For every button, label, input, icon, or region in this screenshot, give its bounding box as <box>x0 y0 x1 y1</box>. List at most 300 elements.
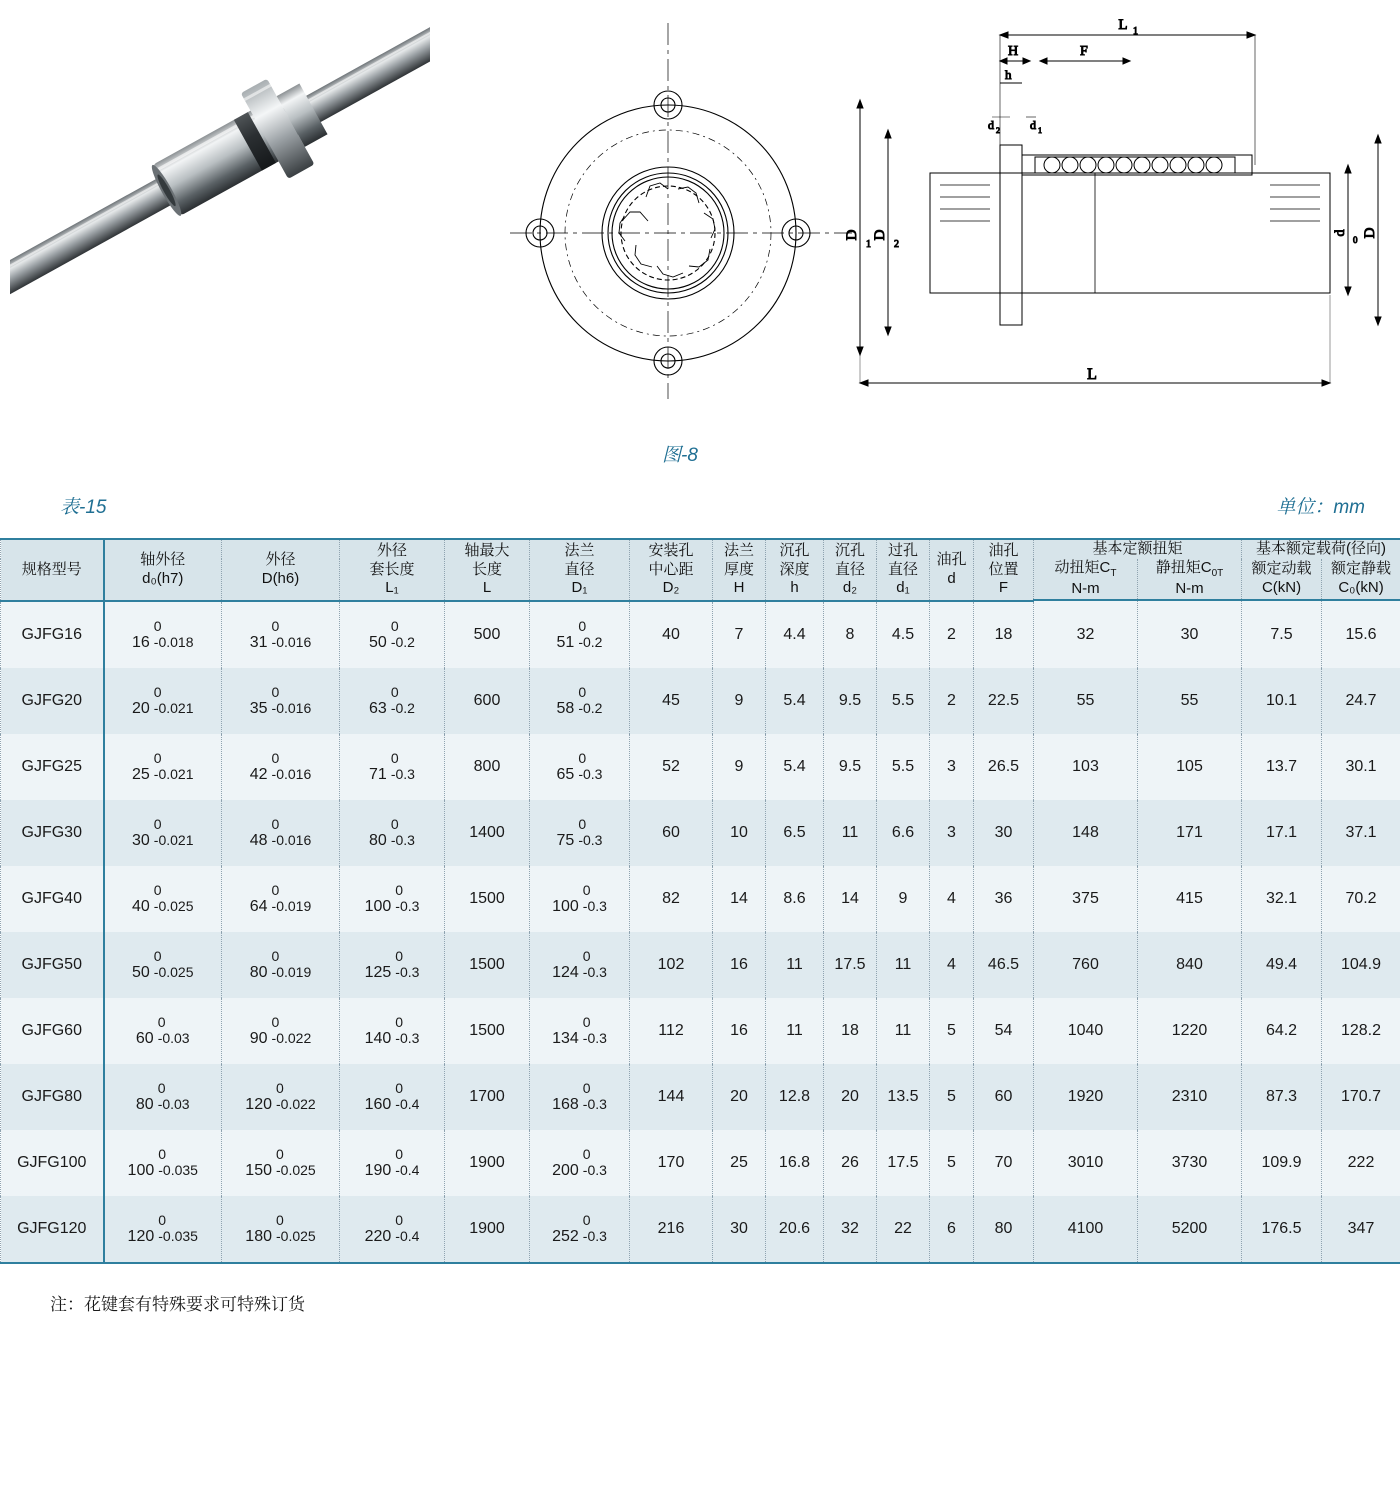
cell-D1-tolerance <box>574 618 602 650</box>
header-group-torque: 基本定额扭矩 <box>1034 539 1242 559</box>
cell-D-tol-upper: 0 <box>271 1013 280 1030</box>
cell-D1-tol-lower: -0.2 <box>578 634 603 651</box>
cell-L: 1400 <box>445 800 530 866</box>
table-row <box>1 932 1400 998</box>
cell-d0-tolerance <box>150 948 194 980</box>
cell-CT: 103 <box>1034 734 1138 800</box>
cell-H: 7 <box>713 601 766 668</box>
cell-CT: 375 <box>1034 866 1138 932</box>
cell-h: 20.6 <box>766 1196 824 1263</box>
cell-L1-tolerance <box>391 1014 419 1046</box>
cell-D-value: 64 <box>249 898 268 916</box>
cell-d0-tol-upper: 0 <box>158 1145 167 1162</box>
cell-D1-tolerance <box>579 1014 607 1046</box>
cell-d2: 9.5 <box>824 734 877 800</box>
table-meta-row <box>0 492 1400 538</box>
cell-model: GJFG100 <box>1 1130 104 1196</box>
cell-L1-tol-upper: 0 <box>395 881 404 898</box>
cell-D1-value: 134 <box>552 1030 579 1048</box>
svg-text:L: L <box>1118 17 1128 33</box>
cell-L1-tolerance <box>387 684 415 716</box>
cell-d0-value: 50 <box>132 964 150 982</box>
cell-D-value: 31 <box>249 634 268 652</box>
cell-C: 7.5 <box>1242 601 1322 668</box>
header-L1: 外径 套长度 L₁ <box>340 539 445 600</box>
cell-D-tolerance <box>272 1212 316 1244</box>
cell-d0-tol-lower: -0.018 <box>153 634 194 651</box>
cell-d1: 22 <box>877 1196 930 1263</box>
cell-D2: 102 <box>630 932 713 998</box>
cell-C0T: 3730 <box>1138 1130 1242 1196</box>
table-row <box>1 668 1400 734</box>
cell-C0T: 415 <box>1138 866 1242 932</box>
cell-D1-tolerance <box>579 882 607 914</box>
cell-D1-value: 252 <box>552 1228 579 1246</box>
cell-d2: 17.5 <box>824 932 877 998</box>
cell-d: 5 <box>930 998 974 1064</box>
cell-D1-tol-upper: 0 <box>582 1013 591 1030</box>
cell-H: 16 <box>713 998 766 1064</box>
cell-D-tolerance <box>268 882 312 914</box>
cell-L1-tol-upper: 0 <box>390 815 399 832</box>
cell-D-tol-lower: -0.016 <box>271 700 312 717</box>
cell-C0T: 105 <box>1138 734 1242 800</box>
cell-D-value: 120 <box>245 1096 272 1114</box>
cell-D-value: 180 <box>245 1228 272 1246</box>
cell-d2: 8 <box>824 601 877 668</box>
cell-d0-tol-lower: -0.025 <box>153 964 194 981</box>
cell-D1 <box>530 932 630 998</box>
svg-text:D: D <box>844 229 860 241</box>
cell-CT: 760 <box>1034 932 1138 998</box>
cell-model: GJFG20 <box>1 668 104 734</box>
cell-D-tol-lower: -0.025 <box>276 1228 316 1245</box>
header-group-load: 基本额定载荷(径向) <box>1242 539 1400 559</box>
cell-d0-tol-upper: 0 <box>153 881 162 898</box>
table-row <box>1 734 1400 800</box>
cell-F: 22.5 <box>974 668 1034 734</box>
cell-D <box>222 668 340 734</box>
cell-D1-tol-lower: -0.3 <box>578 766 603 783</box>
cell-d0-tolerance <box>150 816 194 848</box>
cell-d0 <box>104 1196 222 1263</box>
cell-H: 30 <box>713 1196 766 1263</box>
cell-L: 1900 <box>445 1196 530 1263</box>
cell-d0-value: 120 <box>127 1228 155 1246</box>
cell-L1-tol-lower: -0.2 <box>390 700 415 717</box>
cell-F: 70 <box>974 1130 1034 1196</box>
cell-D1-tolerance <box>579 1080 607 1112</box>
cell-D2: 40 <box>630 601 713 668</box>
cell-L1-tol-upper: 0 <box>395 1145 404 1162</box>
cell-d0-value: 60 <box>135 1030 154 1048</box>
cell-C0: 347 <box>1322 1196 1400 1263</box>
cell-C: 176.5 <box>1242 1196 1322 1263</box>
table-row <box>1 800 1400 866</box>
cell-D <box>222 800 340 866</box>
cell-D-tolerance <box>268 684 312 716</box>
header-C0T: 静扭矩$C_{0T}$ N-m <box>1138 559 1242 600</box>
cell-L1-tol-upper: 0 <box>390 617 399 634</box>
cell-D-value: 90 <box>249 1030 268 1048</box>
header-model: 规格型号 <box>1 539 104 600</box>
cell-D-tolerance <box>268 618 312 650</box>
cell-D <box>222 1196 340 1263</box>
cell-C0: 104.9 <box>1322 932 1400 998</box>
cell-C0T: 5200 <box>1138 1196 1242 1263</box>
cell-C0T: 1220 <box>1138 998 1242 1064</box>
cell-CT: 148 <box>1034 800 1138 866</box>
cell-D1-tol-upper: 0 <box>582 1211 591 1228</box>
cell-D-tol-lower: -0.016 <box>271 832 312 849</box>
cell-D-tolerance <box>268 816 312 848</box>
cell-D-tol-upper: 0 <box>276 1145 284 1162</box>
cell-d0-tol-lower: -0.021 <box>153 832 194 849</box>
cell-L1-tolerance <box>387 816 415 848</box>
cell-C: 49.4 <box>1242 932 1322 998</box>
table-row <box>1 866 1400 932</box>
cell-d2: 11 <box>824 800 877 866</box>
cell-d0-tolerance <box>150 882 194 914</box>
cell-L1-value: 125 <box>364 964 392 982</box>
cell-D-value: 35 <box>249 700 268 718</box>
cell-C0T: 55 <box>1138 668 1242 734</box>
cell-C: 17.1 <box>1242 800 1322 866</box>
cell-d2: 20 <box>824 1064 877 1130</box>
cell-D-tol-upper: 0 <box>271 617 280 634</box>
cell-L1-tol-lower: -0.3 <box>390 766 415 783</box>
cell-D-value: 80 <box>249 964 268 982</box>
svg-text:1: 1 <box>1133 26 1138 37</box>
cell-L1-tolerance <box>391 948 419 980</box>
cell-D1-tol-lower: -0.3 <box>582 964 607 981</box>
cell-D2: 144 <box>630 1064 713 1130</box>
cell-d0-tol-lower: -0.03 <box>157 1030 190 1047</box>
cell-D1 <box>530 668 630 734</box>
cell-L1 <box>340 800 445 866</box>
cell-L: 800 <box>445 734 530 800</box>
cell-D2: 45 <box>630 668 713 734</box>
cell-d0-tolerance <box>154 1080 190 1112</box>
cell-L1 <box>340 1130 445 1196</box>
cell-C: 64.2 <box>1242 998 1322 1064</box>
cell-F: 46.5 <box>974 932 1034 998</box>
cell-d: 2 <box>930 601 974 668</box>
cell-L1-tol-lower: -0.4 <box>395 1096 420 1113</box>
cell-C0: 15.6 <box>1322 601 1400 668</box>
cell-model: GJFG30 <box>1 800 104 866</box>
svg-text:F: F <box>1080 44 1088 59</box>
cell-F: 80 <box>974 1196 1034 1263</box>
cell-D-tol-lower: -0.022 <box>276 1096 316 1113</box>
cell-L1 <box>340 668 445 734</box>
table-note: 注：花键套有特殊要求可特殊订货 <box>50 1295 305 1314</box>
cell-D1-value: 58 <box>556 700 575 718</box>
cell-d0 <box>104 932 222 998</box>
cell-L: 500 <box>445 601 530 668</box>
cell-D1-tol-lower: -0.3 <box>582 1228 607 1245</box>
cell-L1-tolerance <box>387 750 415 782</box>
cell-L1-tol-upper: 0 <box>395 1079 404 1096</box>
cell-d0-tolerance <box>154 1146 198 1178</box>
cell-L1-value: 71 <box>369 766 387 784</box>
cell-H: 10 <box>713 800 766 866</box>
cell-L1-tol-lower: -0.3 <box>390 832 415 849</box>
cell-CT: 55 <box>1034 668 1138 734</box>
cell-d0-tol-lower: -0.021 <box>153 700 194 717</box>
cell-L: 1500 <box>445 866 530 932</box>
cell-C0: 170.7 <box>1322 1064 1400 1130</box>
svg-text:2: 2 <box>996 126 1000 135</box>
cell-model: GJFG50 <box>1 932 104 998</box>
cell-C0T: 2310 <box>1138 1064 1242 1130</box>
header-h: 沉孔 深度 h <box>766 539 824 600</box>
cell-d0-value: 30 <box>132 832 150 850</box>
header-D2: 安装孔 中心距 D₂ <box>630 539 713 600</box>
cell-d0 <box>104 998 222 1064</box>
cell-D2: 82 <box>630 866 713 932</box>
cell-D1-tolerance <box>579 1146 607 1178</box>
cell-CT: 1920 <box>1034 1064 1138 1130</box>
cell-D1 <box>530 1130 630 1196</box>
cell-D-tol-lower: -0.019 <box>271 898 312 915</box>
svg-text:0: 0 <box>1353 235 1358 245</box>
cell-L1-value: 80 <box>369 832 387 850</box>
cell-L1-tol-lower: -0.4 <box>395 1162 420 1179</box>
cell-h: 11 <box>766 998 824 1064</box>
table-number: 表-15 <box>60 497 107 518</box>
cell-H: 9 <box>713 668 766 734</box>
cell-C0: 70.2 <box>1322 866 1400 932</box>
cell-L: 600 <box>445 668 530 734</box>
cell-d0-tol-upper: 0 <box>157 1079 166 1096</box>
table-row <box>1 601 1400 668</box>
cell-L1 <box>340 1196 445 1263</box>
cell-L1-tol-lower: -0.4 <box>395 1228 420 1245</box>
cell-D1-tol-lower: -0.3 <box>582 898 607 915</box>
cell-D <box>222 866 340 932</box>
cell-L1-tolerance <box>391 1080 419 1112</box>
cell-CT: 1040 <box>1034 998 1138 1064</box>
cell-D-tol-upper: 0 <box>271 881 280 898</box>
cell-d1: 9 <box>877 866 930 932</box>
svg-text:h: h <box>1005 67 1012 82</box>
svg-text:d: d <box>1333 229 1348 237</box>
cell-D1-tol-lower: -0.3 <box>582 1096 607 1113</box>
cell-d0-tol-upper: 0 <box>153 749 162 766</box>
cell-model: GJFG120 <box>1 1196 104 1263</box>
cell-D1-tol-lower: -0.3 <box>582 1162 607 1179</box>
cell-C: 13.7 <box>1242 734 1322 800</box>
cell-d1: 6.6 <box>877 800 930 866</box>
cell-L1-tol-upper: 0 <box>395 947 404 964</box>
cell-L1-value: 100 <box>364 898 392 916</box>
header-d2: 沉孔 直径 d₂ <box>824 539 877 600</box>
cell-D1-value: 75 <box>556 832 575 850</box>
cell-L1-value: 220 <box>364 1228 392 1246</box>
svg-text:1: 1 <box>1038 126 1042 135</box>
cell-D1-tol-lower: -0.2 <box>578 700 603 717</box>
front-view-drawing <box>500 5 860 405</box>
cell-L1-tolerance <box>387 618 415 650</box>
cell-d0-tol-upper: 0 <box>157 1013 166 1030</box>
cell-D <box>222 1064 340 1130</box>
cell-D1-tol-upper: 0 <box>582 1079 591 1096</box>
header-H: 法兰 厚度 H <box>713 539 766 600</box>
cell-L1-tol-upper: 0 <box>390 749 399 766</box>
cell-C0: 30.1 <box>1322 734 1400 800</box>
cell-H: 20 <box>713 1064 766 1130</box>
cell-L1-tol-upper: 0 <box>395 1211 404 1228</box>
cell-d0 <box>104 866 222 932</box>
table-unit: 单位：mm <box>1276 497 1365 518</box>
cell-D1-value: 51 <box>556 634 575 652</box>
cell-H: 9 <box>713 734 766 800</box>
cell-D1-tol-upper: 0 <box>582 881 591 898</box>
cell-d0-value: 16 <box>132 634 150 652</box>
header-D1: 法兰 直径 D₁ <box>530 539 630 600</box>
cell-L1 <box>340 1064 445 1130</box>
cell-D-value: 150 <box>245 1162 272 1180</box>
cell-model: GJFG60 <box>1 998 104 1064</box>
cell-d1: 11 <box>877 998 930 1064</box>
cell-L1-tol-lower: -0.3 <box>395 1030 420 1047</box>
cell-F: 36 <box>974 866 1034 932</box>
cell-CT: 4100 <box>1034 1196 1138 1263</box>
cell-L1-tol-lower: -0.2 <box>390 634 415 651</box>
cell-D-tolerance <box>272 1080 316 1112</box>
cell-d0-value: 20 <box>132 700 150 718</box>
cell-C0T: 30 <box>1138 601 1242 668</box>
cell-CT: 32 <box>1034 601 1138 668</box>
cell-d0 <box>104 1064 222 1130</box>
cell-L1 <box>340 998 445 1064</box>
figures-area <box>0 0 1400 466</box>
cell-d0-value: 25 <box>132 766 150 784</box>
table-row <box>1 1196 1400 1263</box>
header-d1: 过孔 直径 d₁ <box>877 539 930 600</box>
cell-D1-tolerance <box>574 684 602 716</box>
cell-d0-tol-upper: 0 <box>153 815 162 832</box>
cell-D1-tolerance <box>579 948 607 980</box>
cell-d0 <box>104 668 222 734</box>
cell-d2: 18 <box>824 998 877 1064</box>
header-L: 轴最大 长度 L <box>445 539 530 600</box>
svg-text:d: d <box>1030 118 1036 132</box>
cell-D-tol-upper: 0 <box>271 683 280 700</box>
cell-D1-tol-lower: -0.3 <box>578 832 603 849</box>
cell-H: 25 <box>713 1130 766 1196</box>
cell-D-tol-upper: 0 <box>271 815 280 832</box>
cell-D <box>222 998 340 1064</box>
cell-d0-tol-lower: -0.035 <box>158 1162 198 1179</box>
cell-D1-value: 100 <box>552 898 579 916</box>
cell-d0-tolerance <box>150 750 194 782</box>
cell-h: 16.8 <box>766 1130 824 1196</box>
cell-d: 6 <box>930 1196 974 1263</box>
header-d: 油孔 d <box>930 539 974 600</box>
cell-F: 54 <box>974 998 1034 1064</box>
cell-D-value: 48 <box>249 832 268 850</box>
cell-C: 109.9 <box>1242 1130 1322 1196</box>
cell-d: 3 <box>930 800 974 866</box>
cell-d2: 9.5 <box>824 668 877 734</box>
svg-text:L: L <box>1087 366 1097 383</box>
svg-text:D: D <box>872 229 888 241</box>
cell-d0 <box>104 800 222 866</box>
cell-d: 3 <box>930 734 974 800</box>
cell-d0-tolerance <box>154 1014 190 1046</box>
cell-L1-value: 160 <box>364 1096 392 1114</box>
cell-D-tol-lower: -0.019 <box>271 964 312 981</box>
cell-d1: 4.5 <box>877 601 930 668</box>
cell-d0-tolerance <box>150 684 194 716</box>
cell-D <box>222 1130 340 1196</box>
cell-F: 60 <box>974 1064 1034 1130</box>
cell-D-tol-lower: -0.022 <box>271 1030 312 1047</box>
cell-d: 4 <box>930 932 974 998</box>
cell-C: 32.1 <box>1242 866 1322 932</box>
cell-L1-tol-upper: 0 <box>395 1013 404 1030</box>
cell-L1 <box>340 734 445 800</box>
cell-L1-value: 140 <box>364 1030 392 1048</box>
cell-D2: 216 <box>630 1196 713 1263</box>
cell-C: 10.1 <box>1242 668 1322 734</box>
cell-L1 <box>340 601 445 668</box>
cell-d0-tol-upper: 0 <box>158 1211 167 1228</box>
cell-C0: 37.1 <box>1322 800 1400 866</box>
cell-C0: 128.2 <box>1322 998 1400 1064</box>
cell-D2: 112 <box>630 998 713 1064</box>
cell-L1-tol-lower: -0.3 <box>395 898 420 915</box>
cell-D1 <box>530 800 630 866</box>
cell-D1 <box>530 1064 630 1130</box>
cell-D <box>222 932 340 998</box>
cell-D1 <box>530 998 630 1064</box>
cell-CT: 3010 <box>1034 1130 1138 1196</box>
cell-d0-tol-lower: -0.025 <box>153 898 194 915</box>
cell-d1: 5.5 <box>877 668 930 734</box>
spec-table-body <box>1 601 1400 1263</box>
cell-D1-value: 168 <box>552 1096 579 1114</box>
cell-L1-value: 50 <box>369 634 387 652</box>
header-D: 外径 D(h6) <box>222 539 340 600</box>
cell-D1-tolerance <box>579 1212 607 1244</box>
cell-D-tol-upper: 0 <box>271 947 280 964</box>
svg-text:2: 2 <box>894 239 899 250</box>
product-photo <box>10 8 430 318</box>
cell-d0-value: 80 <box>135 1096 154 1114</box>
cell-D1-tol-upper: 0 <box>578 683 587 700</box>
cell-d1: 5.5 <box>877 734 930 800</box>
cell-d0-tol-lower: -0.035 <box>158 1228 198 1245</box>
cell-H: 14 <box>713 866 766 932</box>
svg-text:H: H <box>1008 44 1019 59</box>
cell-L1-tolerance <box>391 1146 419 1178</box>
cell-h: 4.4 <box>766 601 824 668</box>
cell-d1: 13.5 <box>877 1064 930 1130</box>
table-row <box>1 1130 1400 1196</box>
cell-model: GJFG25 <box>1 734 104 800</box>
cell-L: 1900 <box>445 1130 530 1196</box>
svg-text:d: d <box>988 118 994 132</box>
cell-F: 30 <box>974 800 1034 866</box>
figure-caption: 图-8 <box>662 445 698 466</box>
cell-L1-tol-lower: -0.3 <box>395 964 420 981</box>
header-d0: 轴外径 d₀(h7) <box>104 539 222 600</box>
cell-D1 <box>530 1196 630 1263</box>
cell-model: GJFG40 <box>1 866 104 932</box>
